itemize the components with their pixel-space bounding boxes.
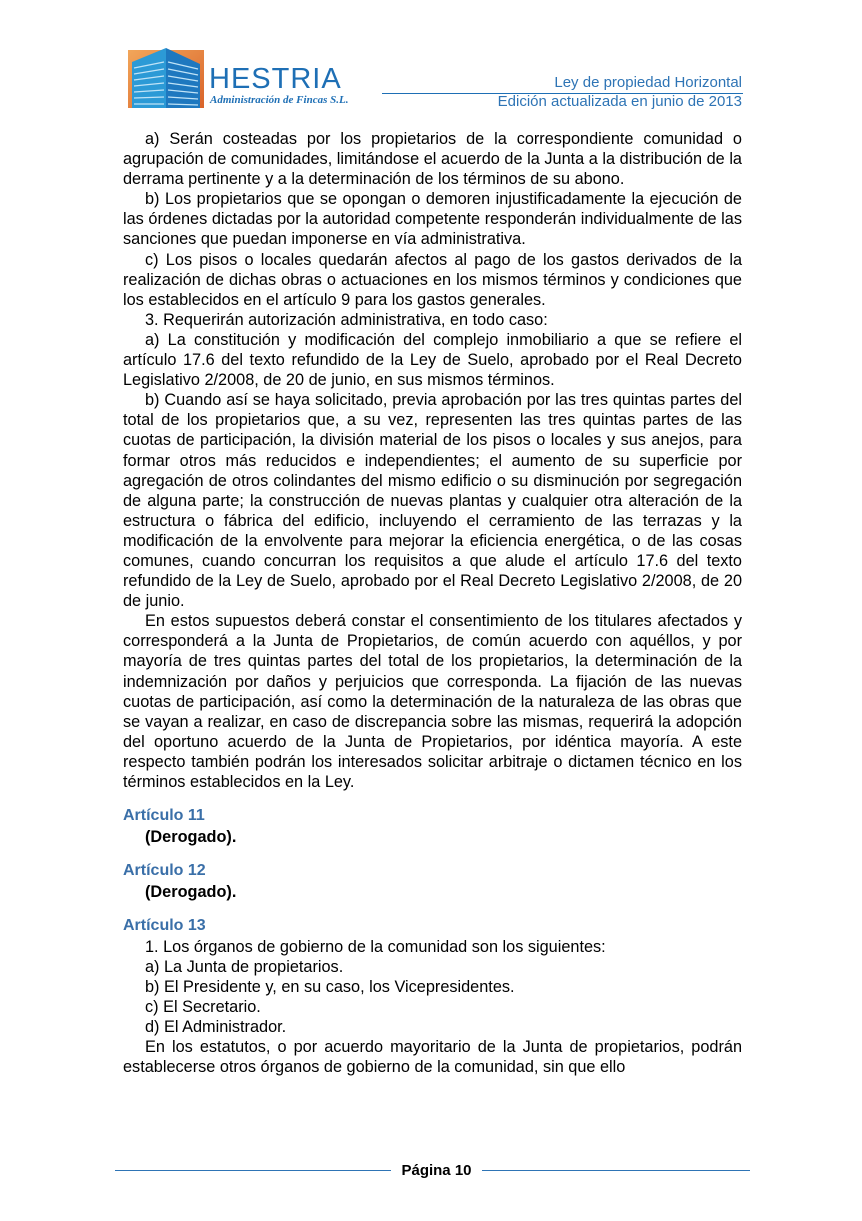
footer-divider-right	[482, 1170, 750, 1171]
document-title: Ley de propiedad Horizontal	[554, 74, 742, 91]
article-13-intro: 1. Los órganos de gobierno de la comunidad son los siguientes:	[145, 937, 606, 956]
article-11-text: (Derogado).	[145, 828, 237, 847]
paragraph-3: 3. Requerirán autorización administrativa, en todo caso:	[145, 310, 548, 329]
page-number: Página 10	[401, 1162, 472, 1179]
document-body	[123, 129, 742, 1077]
document-edition: Edición actualizada en junio de 2013	[497, 93, 742, 110]
list-item: a) La Junta de propietarios.	[145, 957, 344, 976]
paragraph-a: a) Serán costeadas por los propietarios de la correspondiente comunidad o agrupación de comunidades, limitándose el acuerdo de la Junta a la distribución de la derrama pertinente y a la determinación de los términos de su abono.	[123, 130, 742, 189]
paragraph-3a: a) La constitución y modificación del complejo inmobiliario a que se refiere el artículo 17.6 del texto refundido de la Ley de Suelo, aprobado por el Real Decreto Legislativo 2/2008, de 20 de junio, en sus mismos términos.	[123, 330, 742, 390]
paragraph-b: b) Los propietarios que se opongan o demoren injustificadamente la ejecución de las órdenes dictadas por la autoridad competente responderán individualmente de las sanciones que puedan imponerse en vía administrativa.	[123, 190, 742, 249]
company-logo	[126, 42, 376, 112]
building-logo-icon	[126, 42, 206, 110]
article-13-closing: En los estatutos, o por acuerdo mayoritario de la Junta de propietarios, podrán establecerse otros órganos de gobierno de la comunidad, sin que ello	[123, 1038, 742, 1077]
paragraph-3b: b) Cuando así se haya solicitado, previa aprobación por las tres quintas partes del total de los propietarios que, a su vez, representen las tres quintas partes de las cuotas de participación, la división material de los pisos o locales y sus anejos, para formar otros más reducidos e independientes; el aumento de su superficie por agregación de otros colindantes del mismo edificio o su disminución por segregación de alguna parte; la construcción de nuevas plantas y cualquier otra alteración de la estructura o fábrica del edificio, incluyendo el cerramiento de las terrazas y la modificación de la envolvente para mejorar la eficiencia energética, o de las cosas comunes, cuando concurran los requisitos a que alude el artículo 17.6 del texto refundido de la Ley de Suelo, aprobado por el Real Decreto Legislativo 2/2008, de 20 de junio.	[123, 391, 742, 611]
paragraph-c: c) Los pisos o locales quedarán afectos al pago de los gastos derivados de la realización de dichas obras o actuaciones en los mismos términos y condiciones que los establecidos en el artículo 9 para los gastos generales.	[123, 250, 742, 309]
footer-divider-left	[115, 1170, 391, 1171]
paragraph-supuestos: En estos supuestos deberá constar el consentimiento de los titulares afectados y corresponderá a la Junta de Propietarios, de común acuerdo con aquéllos, y por mayoría de tres quintas partes del total de los propietarios, la determinación de la indemnización por daños y perjuicios que corresponda. La fijación de las nuevas cuotas de participación, así como la determinación de la naturaleza de las obras que se vayan a realizar, en caso de discrepancia sobre las mismas, requerirá la adopción del oportuno acuerdo de la Junta de Propietarios, por idéntica mayoría. A este respecto también podrán los interesados solicitar arbitraje o dictamen técnico en los términos establecidos en la Ley.	[123, 612, 742, 791]
article-11-heading: Artículo 11	[123, 807, 205, 825]
brand-subtitle: Administración de Fincas S.L.	[210, 94, 349, 106]
brand-name: HESTRIA	[209, 63, 342, 95]
list-item: b) El Presidente y, en su caso, los Vicepresidentes.	[145, 977, 515, 996]
article-12-heading: Artículo 12	[123, 862, 206, 880]
list-item: c) El Secretario.	[145, 997, 261, 1016]
article-12-text: (Derogado).	[145, 883, 237, 902]
article-13-heading: Artículo 13	[123, 917, 206, 935]
list-item: d) El Administrador.	[145, 1017, 287, 1036]
